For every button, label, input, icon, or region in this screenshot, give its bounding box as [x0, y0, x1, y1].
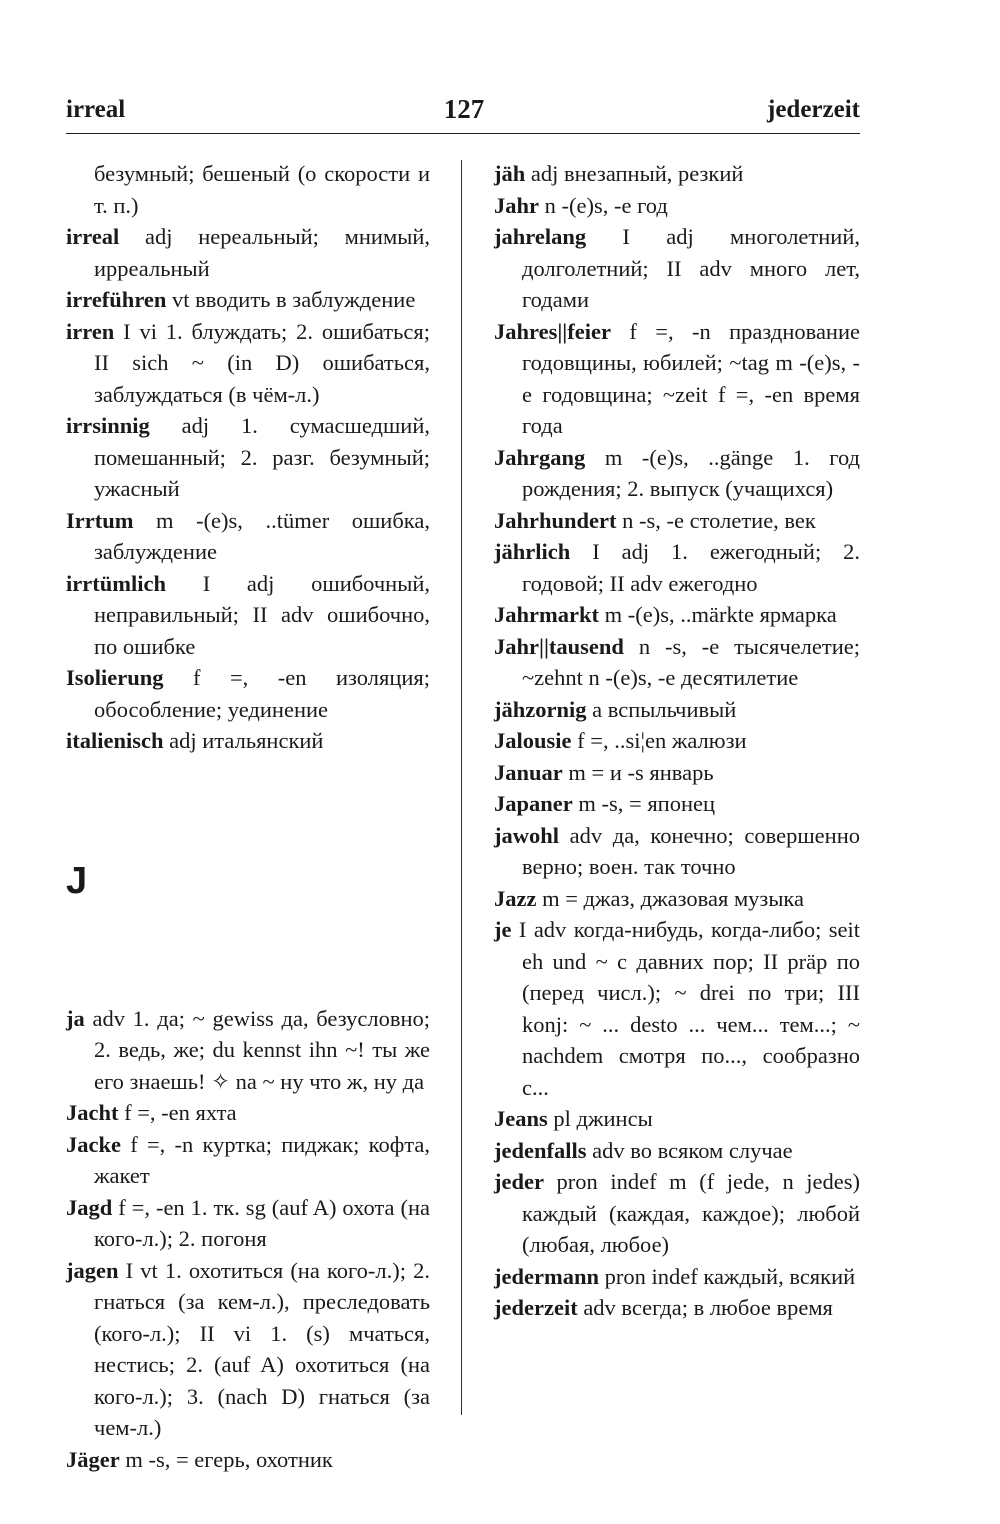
headword: Jahrgang	[494, 444, 586, 470]
dictionary-entry	[494, 190, 860, 222]
definition: n -(e)s, -e год	[544, 192, 668, 218]
header-first-headword: irreal	[66, 96, 126, 123]
headword: Januar	[494, 759, 563, 785]
headword: Jahrhundert	[494, 507, 617, 533]
definition: m -(e)s, ..gänge 1. год рождения; 2. выпуск (учащихся)	[522, 444, 860, 501]
definition: adj нереальный; мнимый, ирреальный	[94, 224, 430, 281]
headword: Jagd	[66, 1194, 113, 1220]
headword: Jacht	[66, 1100, 119, 1125]
headword: jagen	[66, 1257, 119, 1283]
dictionary-entry	[494, 1166, 860, 1261]
headword: je	[494, 917, 512, 942]
definition: pron indef каждый, всякий	[604, 1263, 856, 1289]
headword: Jäger	[66, 1446, 120, 1472]
definition: f =, -en изоляция; обособление; уединение	[94, 665, 430, 722]
dictionary-entry	[66, 568, 430, 663]
definition: m -s, = японец	[578, 791, 716, 816]
right-column	[494, 158, 860, 1324]
dictionary-entry	[494, 221, 860, 316]
column-divider	[461, 160, 462, 1415]
headword: jähzornig	[494, 696, 587, 722]
definition: m -s, = егерь, охотник	[125, 1446, 333, 1472]
definition: f =, ..si¦en жалюзи	[577, 728, 747, 753]
headword: jawohl	[494, 822, 560, 848]
dictionary-entry	[494, 725, 860, 757]
definition: adv да, конечно; совершенно верно; воен. так точно	[522, 822, 860, 879]
definition: f =, -n празднование годовщины, юбилей; ~tag m -(e)s, -e годовщина; ~zeit f =, -en время года	[522, 318, 860, 438]
definition: adv всегда; в любое время	[583, 1295, 833, 1320]
definition: I vi 1. блуждать; 2. ошибаться; II sich ~ (in D) ошибаться, заблуждаться (в чём-л.)	[94, 318, 430, 407]
definition: adj итальянский	[169, 728, 324, 753]
dictionary-entry	[66, 1444, 430, 1476]
header-rule	[66, 133, 860, 134]
definition: I adv когда-нибудь, когда-либо; seit eh und ~ с давних пор; II präp по (перед числ.); ~ drei по три; III konj: ~ ... desto ... чем... тем...; ~ nachdem смотря по..., сообразно с...	[518, 917, 860, 1100]
dictionary-entry	[494, 883, 860, 915]
dictionary-entry	[494, 694, 860, 726]
definition: m = и -s январь	[568, 759, 714, 785]
headword: irrtümlich	[66, 570, 166, 596]
dictionary-entry	[66, 221, 430, 284]
entry-continuation	[66, 158, 430, 221]
definition: f =, -en яхта	[124, 1100, 237, 1125]
dictionary-entry	[494, 820, 860, 883]
dictionary-entry	[494, 505, 860, 537]
headword: jeder	[494, 1169, 544, 1194]
dictionary-entry	[494, 914, 860, 1103]
headword: Jeans	[494, 1106, 548, 1131]
headword: Jahr||tausend	[494, 633, 624, 659]
definition: adj 1. сумасшедший, помешанный; 2. разг. безумный; ужасный	[94, 413, 430, 501]
definition: m = джаз, джазовая музыка	[542, 885, 805, 911]
dictionary-entry	[66, 1003, 430, 1098]
headword: Jacke	[66, 1131, 121, 1157]
definition: I adj многолетний, долголетний; II adv много лет, годами	[522, 224, 860, 312]
headword: jedermann	[494, 1263, 599, 1289]
definition: adj внезапный, резкий	[530, 161, 744, 186]
dictionary-entry	[494, 599, 860, 631]
headword: Jalousie	[494, 728, 572, 753]
headword: italienisch	[66, 728, 164, 753]
headword: irreführen	[66, 287, 167, 312]
dictionary-entry	[494, 788, 860, 820]
definition: I adj ошибочный, неправильный; II adv ошибочно, по ошибке	[94, 570, 430, 659]
definition: a вспыльчивый	[592, 696, 737, 722]
dictionary-entry	[494, 158, 860, 190]
dictionary-entry	[494, 631, 860, 694]
header-last-headword: jederzeit	[767, 96, 860, 123]
headword: jedenfalls	[494, 1137, 587, 1163]
dictionary-entry	[66, 1097, 430, 1129]
definition: безумный; бешеный (о скорости и т. п.)	[94, 161, 430, 218]
definition: m -(e)s, ..tümer ошибка, заблуждение	[94, 507, 430, 564]
headword: jederzeit	[494, 1295, 578, 1320]
headword: irreal	[66, 224, 120, 249]
section-letter: J	[66, 859, 88, 902]
definition: adv во всяком случае	[592, 1137, 793, 1163]
definition: vt вводить в заблуждение	[172, 287, 416, 312]
dictionary-entry	[494, 1135, 860, 1167]
dictionary-entry	[66, 1129, 430, 1192]
definition: f =, -n куртка; пиджак; кофта, жакет	[94, 1131, 431, 1188]
headword: Jahres||feier	[494, 318, 611, 344]
dictionary-entry	[66, 1192, 430, 1255]
headword: Jahrmarkt	[494, 602, 599, 627]
left-column	[66, 158, 430, 1475]
headword: Isolierung	[66, 665, 164, 690]
definition: pl джинсы	[553, 1106, 653, 1131]
headword: irrsinnig	[66, 413, 150, 438]
headword: irren	[66, 318, 115, 344]
definition: adv 1. да; ~ gewiss да, безусловно; 2. ведь, же; du kennst ihn ~! ты же его знаешь! ✧ na ~ ну что ж, ну да	[92, 1005, 430, 1094]
dictionary-entry	[494, 1292, 860, 1324]
headword: Irrtum	[66, 507, 134, 533]
dictionary-entry	[66, 662, 430, 725]
dictionary-entry	[66, 505, 430, 568]
headword: jährlich	[494, 539, 571, 564]
headword: Jazz	[494, 885, 537, 911]
dictionary-entry	[66, 316, 430, 411]
page-number: 127	[443, 94, 485, 124]
headword: Japaner	[494, 791, 573, 816]
dictionary-entry	[494, 1261, 860, 1293]
dictionary-entry	[66, 284, 430, 316]
definition: I vt 1. охотиться (на кого-л.); 2. гнаться (за кем-л.), преследовать (кого-л.); II vi 1. (s) мчаться, нестись; 2. (auf A) охотиться (на кого-л.); 3. (nach D) гнаться (за чем-л.)	[94, 1257, 430, 1440]
definition: pron indef m (f jede, n jedes) каждый (каждая, каждое); любой (любая, любое)	[522, 1169, 860, 1257]
definition: n -s, -e столетие, век	[622, 507, 816, 533]
definition: n -s, -e тысячелетие; ~zehnt n -(e)s, -e десятилетие	[522, 633, 860, 690]
dictionary-entry	[66, 410, 430, 505]
headword: jäh	[494, 161, 526, 186]
running-header	[66, 92, 860, 132]
definition: I adj 1. ежегодный; 2. годовой; II adv ежегодно	[522, 539, 861, 596]
dictionary-entry	[494, 442, 860, 505]
dictionary-entry	[494, 316, 860, 442]
headword: jahrelang	[494, 224, 587, 249]
dictionary-entry	[494, 757, 860, 789]
definition: m -(e)s, ..märkte ярмарка	[604, 602, 837, 627]
headword: Jahr	[494, 192, 539, 218]
dictionary-entry	[494, 536, 860, 599]
dictionary-entry	[66, 725, 430, 757]
dictionary-entry	[494, 1103, 860, 1135]
headword: ja	[66, 1005, 85, 1031]
definition: f =, -en 1. тк. sg (auf A) охота (на кого-л.); 2. погоня	[94, 1194, 431, 1251]
dictionary-entry	[66, 1255, 430, 1444]
